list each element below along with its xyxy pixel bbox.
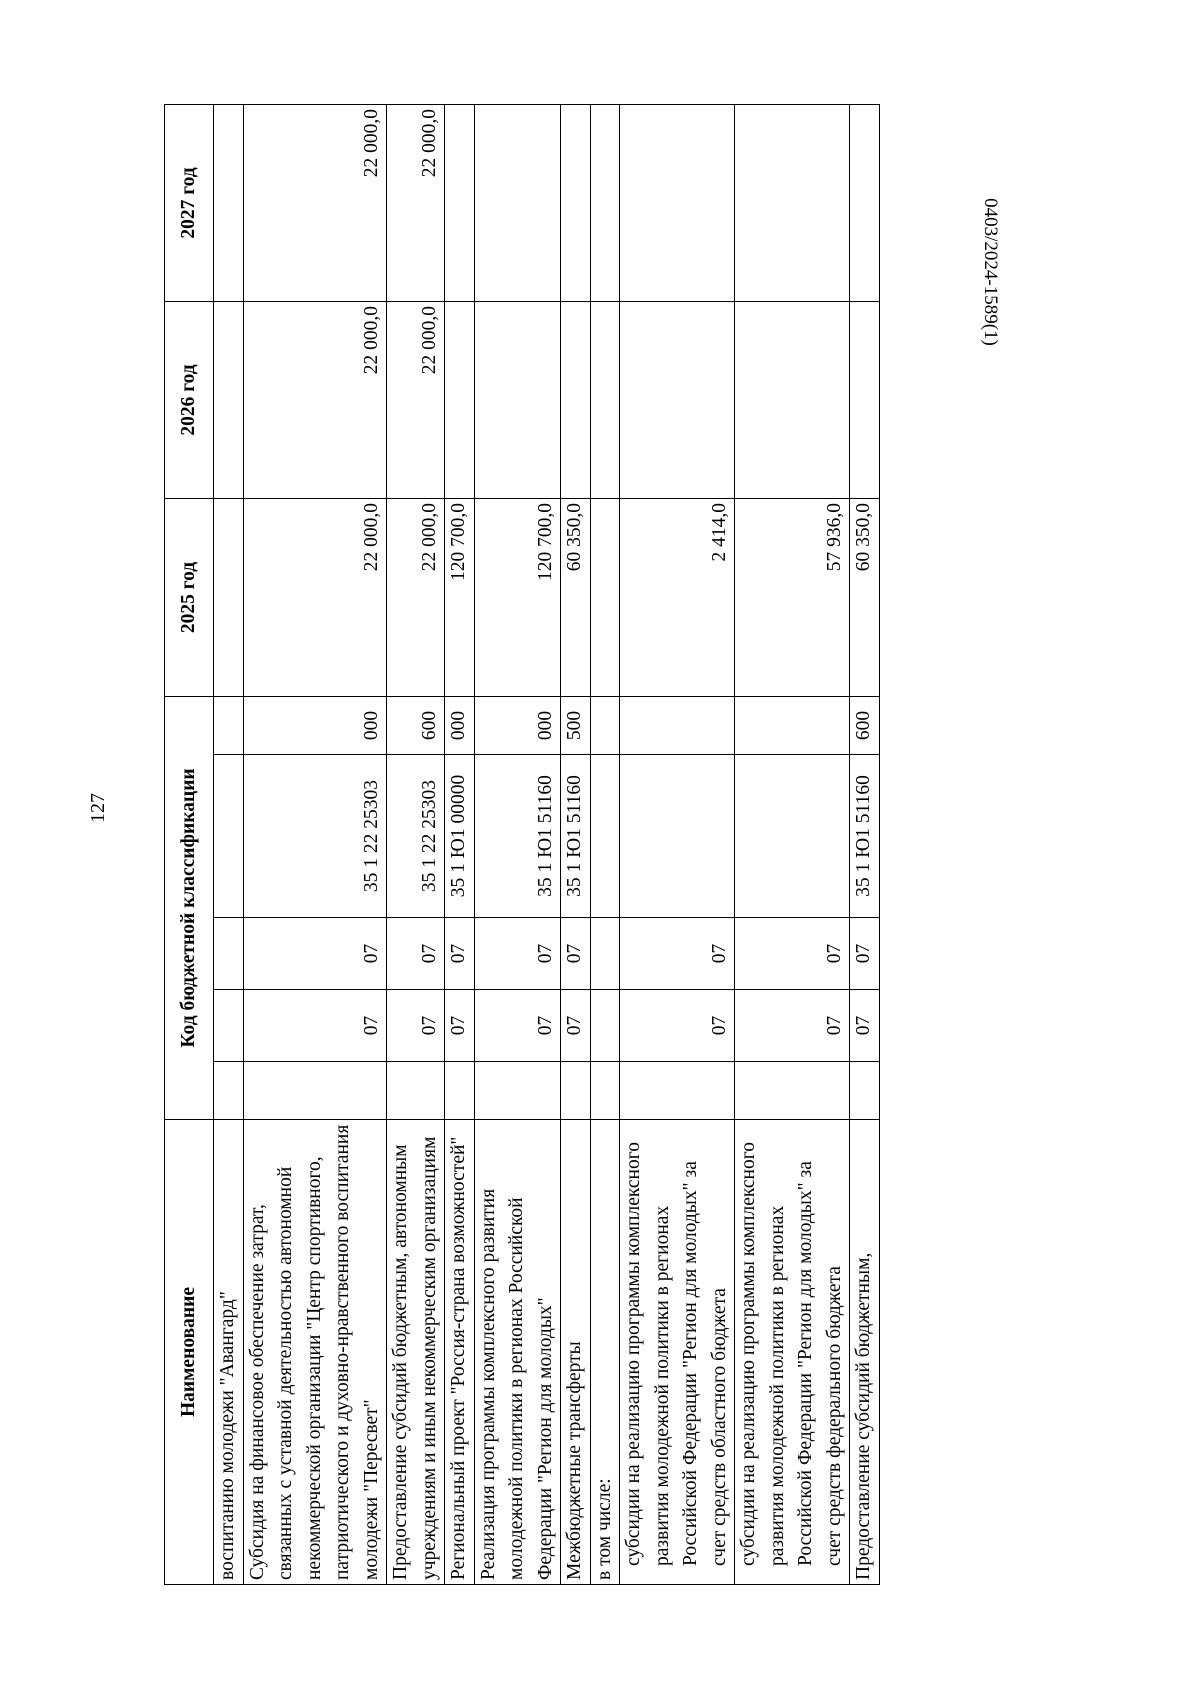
row-section-cell: 07 [474,990,561,1062]
row-section-cell [214,990,244,1062]
row-expense-type-cell [735,696,850,754]
header-2025: 2025 год [165,498,214,696]
row-expense-type-cell: 600 [387,696,445,754]
row-2027-cell [850,104,880,301]
table-row [850,104,880,1584]
row-2025-cell: 60 350,0 [850,498,880,696]
row-2026-cell [561,301,591,498]
row-empty-cell [474,1062,561,1120]
table-row [214,104,244,1584]
table-body [214,104,880,1584]
row-name-cell: Межбюджетные трансферты [561,1120,591,1585]
row-expense-type-cell: 000 [445,696,475,754]
header-2026: 2026 год [165,301,214,498]
row-2025-cell: 22 000,0 [387,498,445,696]
row-2027-cell: 22 000,0 [243,104,387,301]
row-empty-cell [735,1062,850,1120]
row-expense-type-cell: 500 [561,696,591,754]
row-name-cell: субсидии на реализацию программы комплексного развития молодежной политики в регионах Российской Федерации "Регион для молодых" за счет средств областного бюджета [620,1120,735,1585]
budget-table-frame [164,105,1041,1585]
row-section-cell: 07 [735,990,850,1062]
row-2026-cell [214,301,244,498]
row-empty-cell [620,1062,735,1120]
row-name-cell: Региональный проект "Россия-страна возможностей" [445,1120,475,1585]
table-row [620,104,735,1584]
row-section-cell: 07 [620,990,735,1062]
row-subsection-cell: 07 [387,918,445,990]
row-target-article-cell: 35 1 Ю1 00000 [445,755,475,918]
row-subsection-cell [590,918,620,990]
row-2026-cell [620,301,735,498]
row-subsection-cell: 07 [243,918,387,990]
row-target-article-cell: 35 1 22 25303 [243,755,387,918]
table-header-row [165,104,214,1584]
table-row [474,104,561,1584]
row-name-cell: Предоставление субсидий бюджетным, [850,1120,880,1585]
row-section-cell: 07 [445,990,475,1062]
document-code: 0403/2024-1589(1) [980,198,1001,346]
row-subsection-cell: 07 [445,918,475,990]
row-section-cell: 07 [387,990,445,1062]
budget-table [164,104,880,1585]
row-empty-cell [387,1062,445,1120]
row-empty-cell [850,1062,880,1120]
row-2027-cell [620,104,735,301]
row-section-cell: 07 [243,990,387,1062]
row-name-cell: в том числе: [590,1120,620,1585]
table-row [387,104,445,1584]
row-subsection-cell: 07 [474,918,561,990]
row-target-article-cell [214,755,244,918]
row-subsection-cell: 07 [561,918,591,990]
table-row [590,104,620,1584]
table-row [561,104,591,1584]
row-empty-cell [561,1062,591,1120]
table-row [445,104,475,1584]
row-2027-cell [561,104,591,301]
row-name-cell: воспитанию молодежи "Авангард" [214,1120,244,1585]
table-row [243,104,387,1584]
row-subsection-cell: 07 [735,918,850,990]
row-2026-cell: 22 000,0 [243,301,387,498]
row-section-cell: 07 [850,990,880,1062]
row-expense-type-cell [214,696,244,754]
row-2026-cell [590,301,620,498]
row-2027-cell [474,104,561,301]
row-2027-cell [214,104,244,301]
row-2025-cell [590,498,620,696]
row-2026-cell [445,301,475,498]
row-target-article-cell: 35 1 Ю1 51160 [474,755,561,918]
row-subsection-cell: 07 [620,918,735,990]
row-target-article-cell [620,755,735,918]
row-target-article-cell [735,755,850,918]
row-expense-type-cell: 600 [850,696,880,754]
row-2025-cell: 120 700,0 [445,498,475,696]
row-empty-cell [214,1062,244,1120]
row-2027-cell [445,104,475,301]
row-section-cell: 07 [561,990,591,1062]
header-2027: 2027 год [165,104,214,301]
row-subsection-cell: 07 [850,918,880,990]
page-number: 127 [87,793,109,823]
row-target-article-cell: 35 1 Ю1 51160 [561,755,591,918]
row-2026-cell: 22 000,0 [387,301,445,498]
row-target-article-cell [590,755,620,918]
row-section-cell [590,990,620,1062]
row-expense-type-cell [590,696,620,754]
table-row [735,104,850,1584]
row-2025-cell: 2 414,0 [620,498,735,696]
row-2027-cell [590,104,620,301]
row-2026-cell [850,301,880,498]
row-2025-cell: 57 936,0 [735,498,850,696]
row-empty-cell [590,1062,620,1120]
row-2025-cell [214,498,244,696]
row-subsection-cell [214,918,244,990]
row-name-cell: Предоставление субсидий бюджетным, автономным учреждениям и иным некоммерческим организациям [387,1120,445,1585]
row-2025-cell: 60 350,0 [561,498,591,696]
row-empty-cell [243,1062,387,1120]
row-2025-cell: 22 000,0 [243,498,387,696]
header-name: Наименование [165,1120,214,1585]
row-2025-cell: 120 700,0 [474,498,561,696]
row-empty-cell [445,1062,475,1120]
row-expense-type-cell [620,696,735,754]
row-expense-type-cell: 000 [243,696,387,754]
row-target-article-cell: 35 1 22 25303 [387,755,445,918]
row-2027-cell [735,104,850,301]
row-2027-cell: 22 000,0 [387,104,445,301]
row-expense-type-cell: 000 [474,696,561,754]
row-2026-cell [735,301,850,498]
row-target-article-cell: 35 1 Ю1 51160 [850,755,880,918]
row-name-cell: Субсидия на финансовое обеспечение затрат, связанных с уставной деятельностью автономной некоммерческой организации "Центр спортивного, патриотического и духовно-нравственного воспитания молодежи "Пересвет" [243,1120,387,1585]
row-name-cell: Реализация программы комплексного развития молодежной политики в регионах Российской Федерации "Регион для молодых" [474,1120,561,1585]
row-name-cell: субсидии на реализацию программы комплексного развития молодежной политики в регионах Российской Федерации "Регион для молодых" за счет средств федерального бюджета [735,1120,850,1585]
header-classification: Код бюджетной классификации [165,696,214,1119]
row-2026-cell [474,301,561,498]
